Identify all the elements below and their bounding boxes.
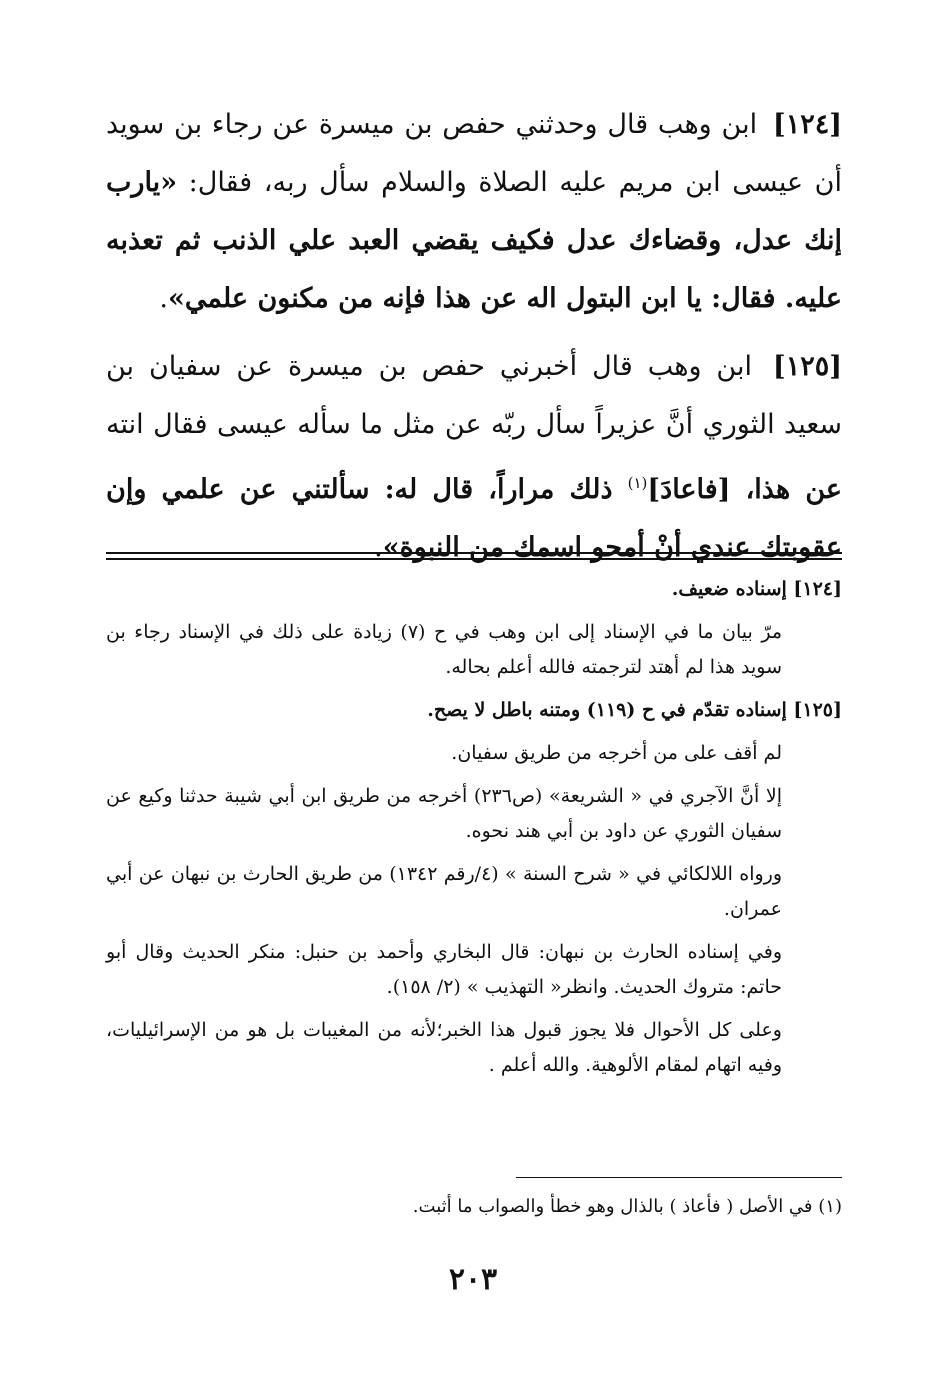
hadith-text: ابن وهب قال وحدثني حفص بن ميسرة عن رجاء بن سويد أن عيسى ابن مريم عليه الصلاة والسلام سأل ربه، فقال: [106, 109, 842, 198]
hadith-quote-part1: عن هذا، [فاعادَ] [647, 474, 842, 505]
hadith-end: . [159, 283, 168, 314]
hadith-quote-part2: ذلك مراراً، قال له: سألتني عن علمي وإن عقوبتك عندي أنْ أمحو اسمك من النبوة» [106, 474, 842, 563]
commentary [106, 572, 842, 1091]
note-125-heading: [١٢٥] إسناده تقدّم في ح (١١٩) ومتنه باطل لا يصح. [427, 699, 842, 721]
note-125-paragraph-5: وعلى كل الأحوال فلا يجوز قبول هذا الخبر؛لأنه من المغيبات بل هو من الإسرائيليات، وفيه اتهام لمقام الألوهية. والله أعلم . [106, 1019, 782, 1076]
note-125-paragraph-1: لم أقف على من أخرجه من طريق سفيان. [451, 742, 782, 764]
note-125-paragraph-3: ورواه اللالكائي في « شرح السنة » (٤/رقم ١٣٤٢) من طريق الحارث بن نبهان عن أبي عمران. [106, 863, 783, 920]
hadith-text: ابن وهب قال أخبرني حفص بن ميسرة عن سفيان بن سعيد الثوري أنَّ عزيراً سأل ربّه عن مثل ما سأله عيسى فقال انته [106, 351, 842, 440]
footnote-separator [516, 1177, 842, 1178]
hadith-125 [106, 338, 842, 577]
hadith-number: [١٢٥] [772, 351, 842, 382]
note-124-paragraph: مرّ بيان ما في الإسناد إلى ابن وهب في ح (٧) زيادة على ذلك في الإسناد رجاء بن سويد هذا لم أهتد لترجمته فالله أعلم بحاله. [106, 621, 783, 678]
note-125-paragraph-4: وفي إسناده الحارث بن نبهان: قال البخاري وأحمد بن حنبل: منكر الحديث وقال أبو حاتم: متروك الحديث. وانظر« التهذيب » (٢/ ١٥٨). [106, 941, 782, 998]
footnote-reference: (١) [627, 474, 648, 492]
note-124-heading: [١٢٤] إسناده ضعيف. [671, 578, 842, 600]
hadith-end: . [374, 532, 383, 563]
page-number: ٢٠٣ [448, 1262, 498, 1297]
hadith-124 [106, 96, 842, 328]
double-rule-top [106, 552, 842, 554]
hadith-number: [١٢٤] [772, 109, 842, 140]
double-rule-bottom [106, 558, 842, 560]
footnote: (١) في الأصل ( فأعاذ ) بالذال وهو خطأ والصواب ما أثبت. [412, 1196, 842, 1217]
main-text [106, 96, 842, 587]
hadith-quote: «يارب إنك عدل، وقضاءك عدل فكيف يقضي العبد علي الذنب ثم تعذبه عليه. فقال: يا ابن البتول اله عن هذا فإنه من مكنون علمي» [106, 167, 842, 314]
note-125-paragraph-2: إلا أنَّ الآجري في « الشريعة» (ص٢٣٦) أخرجه من طريق ابن أبي شيبة حدثنا وكيع عن سفيان الثوري عن داود بن أبي هند نحوه. [106, 785, 782, 842]
